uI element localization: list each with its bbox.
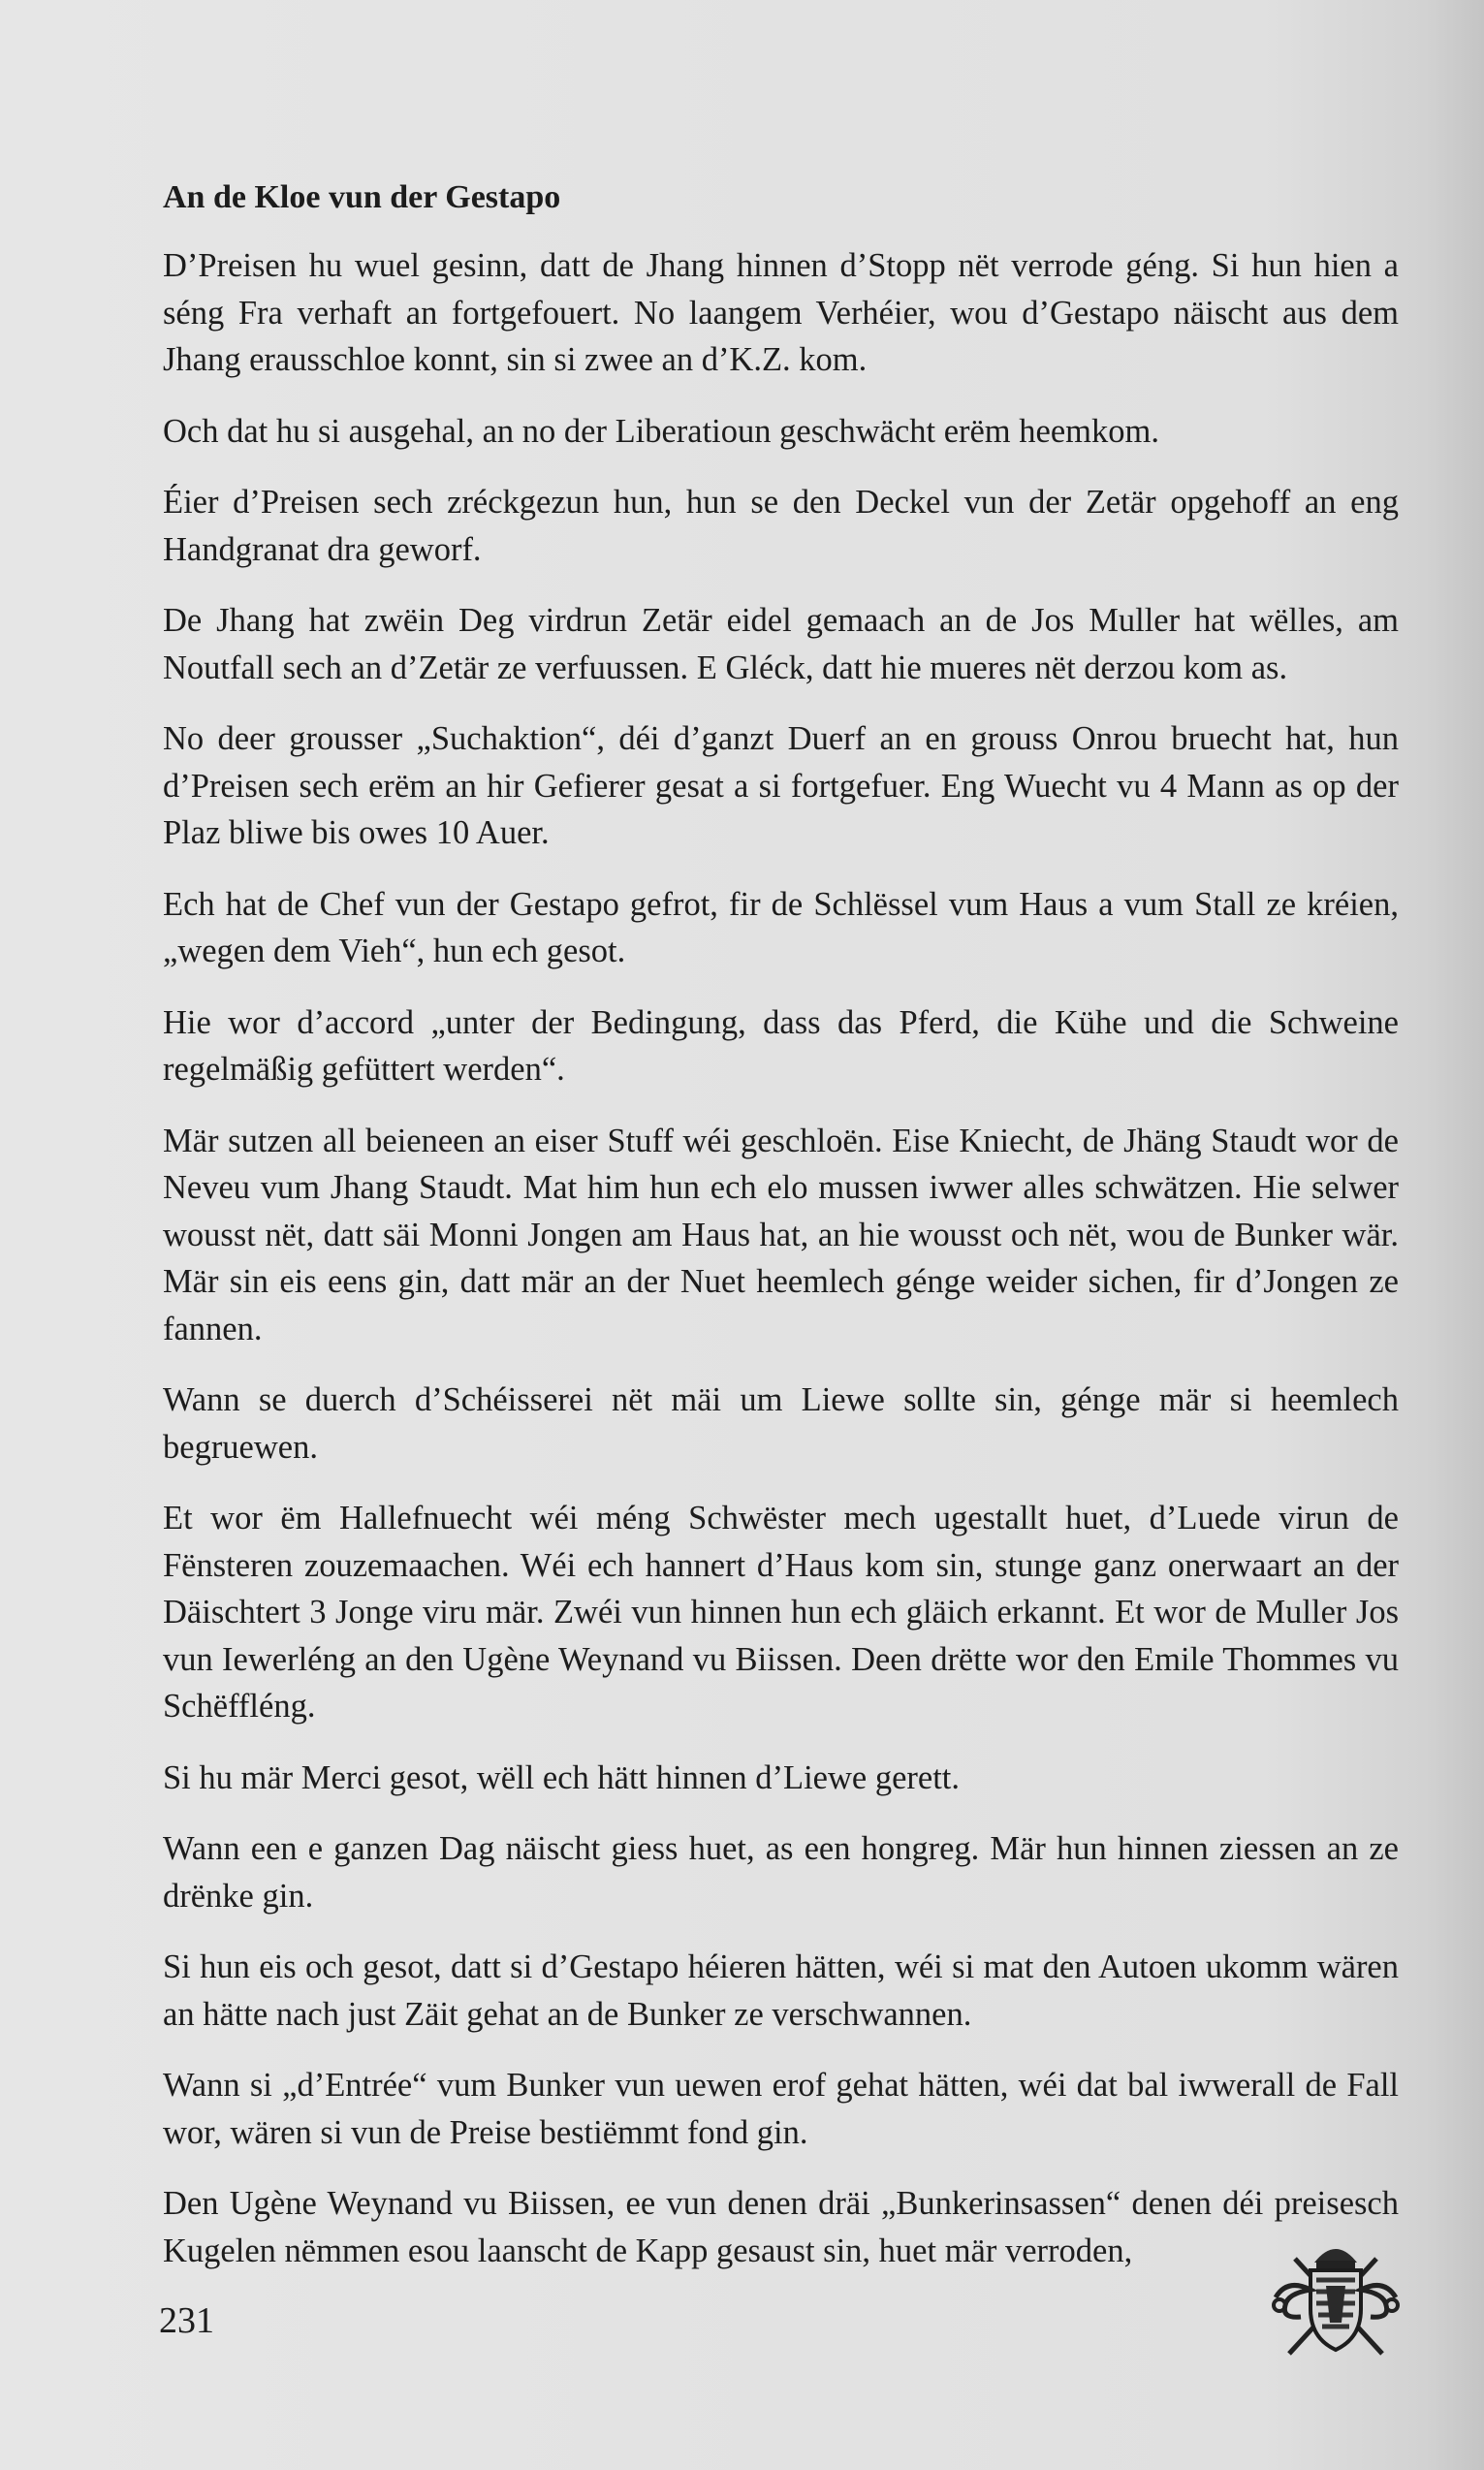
paragraph: Wann een e ganzen Dag näischt giess huet, as een hongreg. Mär hun hinnen ziessen an ze drënke gin. bbox=[163, 1830, 1399, 1915]
page-number: 231 bbox=[159, 2300, 214, 2341]
paragraph: De Jhang hat zwëin Deg virdrun Zetär eidel gemaach an de Jos Muller hat wëlles, am Noutfall sech an d’Zetär ze verfuussen. E Gléck, datt hie mueres nët derzou kom as. bbox=[163, 602, 1399, 686]
paragraph: Si hun eis och gesot, datt si d’Gestapo héieren hätten, wéi si mat den Autoen ukomm wären an hätte nach just Zäit gehat an de Bunker ze verschwannen. bbox=[163, 1948, 1399, 2033]
paragraph: Hie wor d’accord „unter der Bedingung, dass das Pferd, die Kühe und die Schweine regelmäßig gefüttert werden“. bbox=[163, 1003, 1399, 1088]
paragraph: Den Ugène Weynand vu Biissen, ee vun denen dräi „Bunkerinsassen“ denen déi preisesch Kugelen nëmmen esou laanscht de Kapp gesaust sin, huet mär verroden, bbox=[163, 2185, 1399, 2269]
paragraph: Och dat hu si ausgehal, an no der Liberatioun geschwächt erëm heemkom. bbox=[163, 412, 1159, 450]
paragraph: No deer grousser „Suchaktion“, déi d’ganzt Duerf an en grouss Onrou bruecht hat, hun d’Preisen sech erëm an hir Gefierer gesat a si fortgefuer. Eng Wuecht vu 4 Mann as op der Plaz bliwe bis owes 10 Auer. bbox=[163, 720, 1399, 851]
crest-emblem-icon bbox=[1268, 2230, 1404, 2365]
paragraph: Wann si „d’Entrée“ vum Bunker vun uewen erof gehat hätten, wéi dat bal iwwerall de Fall wor, wären si vun de Preise bestiëmmt fond gin. bbox=[163, 2067, 1399, 2151]
paragraph: Mär sutzen all beieneen an eiser Stuff wéi geschloën. Eise Kniecht, de Jhäng Staudt wor de Neveu vum Jhang Staudt. Mat him hun ech elo mussen iwwer alles schwätzen. Hie selwer wousst nët, datt säi Monni Jongen am Haus hat, an hie wousst och nët, wou de Bunker wär. Mär sin eis eens gin, datt mär an der Nuet heemlech génge weider sichen, fir d’Jongen ze fannen. bbox=[163, 1122, 1399, 1347]
paragraph: Si hu mär Merci gesot, wëll ech hätt hinnen d’Liewe gerett. bbox=[163, 1758, 960, 1796]
paragraph: Et wor ëm Hallefnuecht wéi méng Schwëster mech ugestallt huet, d’Luede virun de Fënsteren zouzemaachen. Wéi ech hannert d’Haus kom sin, stunge ganz onerwaart an der Däischtert 3 Jonge viru mär. Zwéi vun hinnen hun ech gläich erkannt. Et wor de Muller Jos vun Iewerléng an den Ugène Weynand vu Biissen. Deen drëtte wor den Emile Thommes vu Schëffléng. bbox=[163, 1500, 1399, 1725]
paragraph: Ech hat de Chef vun der Gestapo gefrot, fir de Schlëssel vum Haus a vum Stall ze kréien, „wegen dem Vieh“, hun ech gesot. bbox=[163, 885, 1399, 969]
paragraph: Éier d’Preisen sech zréckgezun hun, hun se den Deckel vun der Zetär opgehoff an eng Handgranat dra geworf. bbox=[163, 484, 1399, 568]
paragraph: D’Preisen hu wuel gesinn, datt de Jhang hinnen d’Stopp nët verrode géng. Si hun hien a séng Fra verhaft an fortgefouert. No laangem Verhéier, wou d’Gestapo näischt aus dem Jhang erausschloe konnt, sin si zwee an d’K.Z. kom. bbox=[163, 247, 1399, 378]
section-heading: An de Kloe vun der Gestapo bbox=[163, 179, 561, 215]
paragraph: Wann se duerch d’Schéisserei nët mäi um Liewe sollte sin, génge mär si heemlech begruewen. bbox=[163, 1381, 1399, 1466]
page-content bbox=[163, 176, 1399, 2298]
